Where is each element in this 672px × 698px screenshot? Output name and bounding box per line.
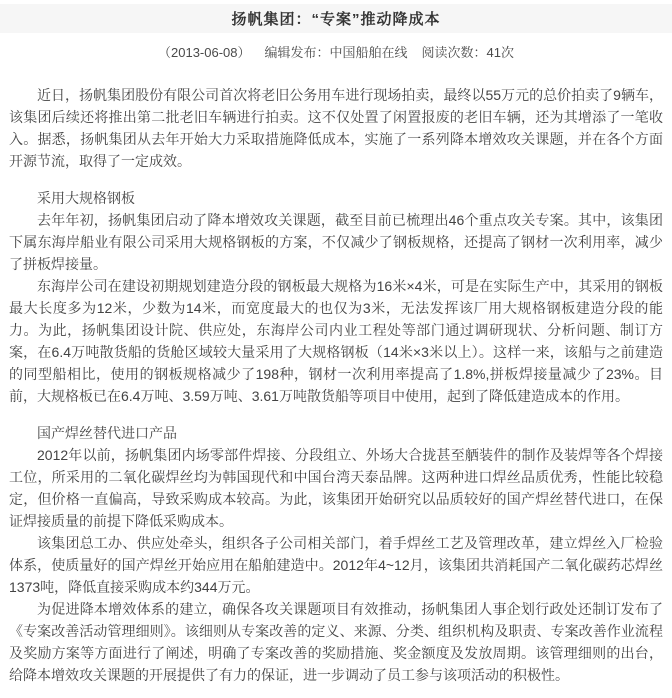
section-heading: 采用大规格钢板 — [37, 190, 135, 206]
section-heading: 国产焊丝替代进口产品 — [37, 425, 177, 441]
article-paragraph: 该集团总工办、供应处牵头，组织各子公司相关部门，着手焊丝工艺及管理改革，建立焊丝入厂检验体系，使质量好的国产焊丝开始应用在船舶建造中。2012年4~12月，该集团共消耗国产二氧化碳药芯焊丝1373吨，降低直接采购成本约344万元。 — [9, 535, 663, 595]
article-page — [0, 4, 672, 698]
read-count-label: 阅读次数：41次 — [421, 45, 514, 60]
title-band — [0, 4, 672, 33]
article-content — [9, 84, 663, 686]
page-title: 扬帆集团：“专案”推动降成本 — [231, 11, 441, 28]
article-paragraph: 近日，扬帆集团股份有限公司首次将老旧公务用车进行现场拍卖，最终以55万元的总价拍卖了9辆车，该集团后续还将推出第二批老旧车辆进行拍卖。这不仅处置了闲置报废的老旧车辆，还为其增添了一笔收入。据悉，扬帆集团从去年开始大力采取措施降低成本，实施了一系列降本增效攻关课题，并在各个方面开源节流，取得了一定成效。 — [9, 87, 663, 169]
publisher-label: 编辑发布：中国船舶在线 — [264, 45, 408, 60]
article-paragraph: 2012年以前，扬帆集团内场零部件焊接、分段组立、外场大合拢甚至舾装件的制作及装焊等各个焊接工位，所采用的二氧化碳焊丝均为韩国现代和中国台湾天泰品牌。这两种进口焊丝品质优秀，性能比较稳定，但价格一直偏高，导致采购成本较高。为此，该集团开始研究以品质较好的国产焊丝替代进口，在保证焊接质量的前提下降低采购成本。 — [9, 447, 663, 529]
publish-date: （2013-06-08） — [158, 45, 251, 60]
article-paragraph: 去年年初，扬帆集团启动了降本增效攻关课题，截至目前已梳理出46个重点攻关专案。其中，该集团下属东海岸船业有限公司采用大规格钢板的方案，不仅减少了钢板规格，还提高了钢材一次利用率，减少了拼板焊接量。 — [9, 212, 663, 272]
article-paragraph: 为促进降本增效体系的建立，确保各攻关课题项目有效推动，扬帆集团人事企划行政处还制订发布了《专案改善活动管理细则》。该细则从专案改善的定义、来源、分类、组织机构及职责、专案改善作业流程及奖励方案等方面进行了阐述，明确了专案改善的奖励措施、奖金额度及发放周期。该管理细则的出台，给降本增效攻关课题的开展提供了有力的保证，进一步调动了员工参与该项活动的积极性。 — [9, 601, 663, 683]
meta-line — [0, 42, 672, 61]
article-paragraph: 东海岸公司在建设初期规划建造分段的钢板最大规格为16米×4米，可是在实际生产中，其采用的钢板最大长度多为12米，少数为14米，而宽度最大的也仅为3米，无法发挥该厂用大规格钢板建造分段的能力。为此，扬帆集团设计院、供应处，东海岸公司内业工程处等部门通过调研现状、分析问题、制订方案，在6.4万吨散货船的货舱区域较大量采用了大规格钢板（14米×3米以上）。这样一来，该船与之前建造的同型船相比，使用的钢板规格减少了198种，钢材一次利用率提高了1.8%,拼板焊接量减少了23%。目前，大规格板已在6.4万吨、3.59万吨、3.61万吨散货船等项目中使用，起到了降低建造成本的作用。 — [9, 278, 663, 404]
